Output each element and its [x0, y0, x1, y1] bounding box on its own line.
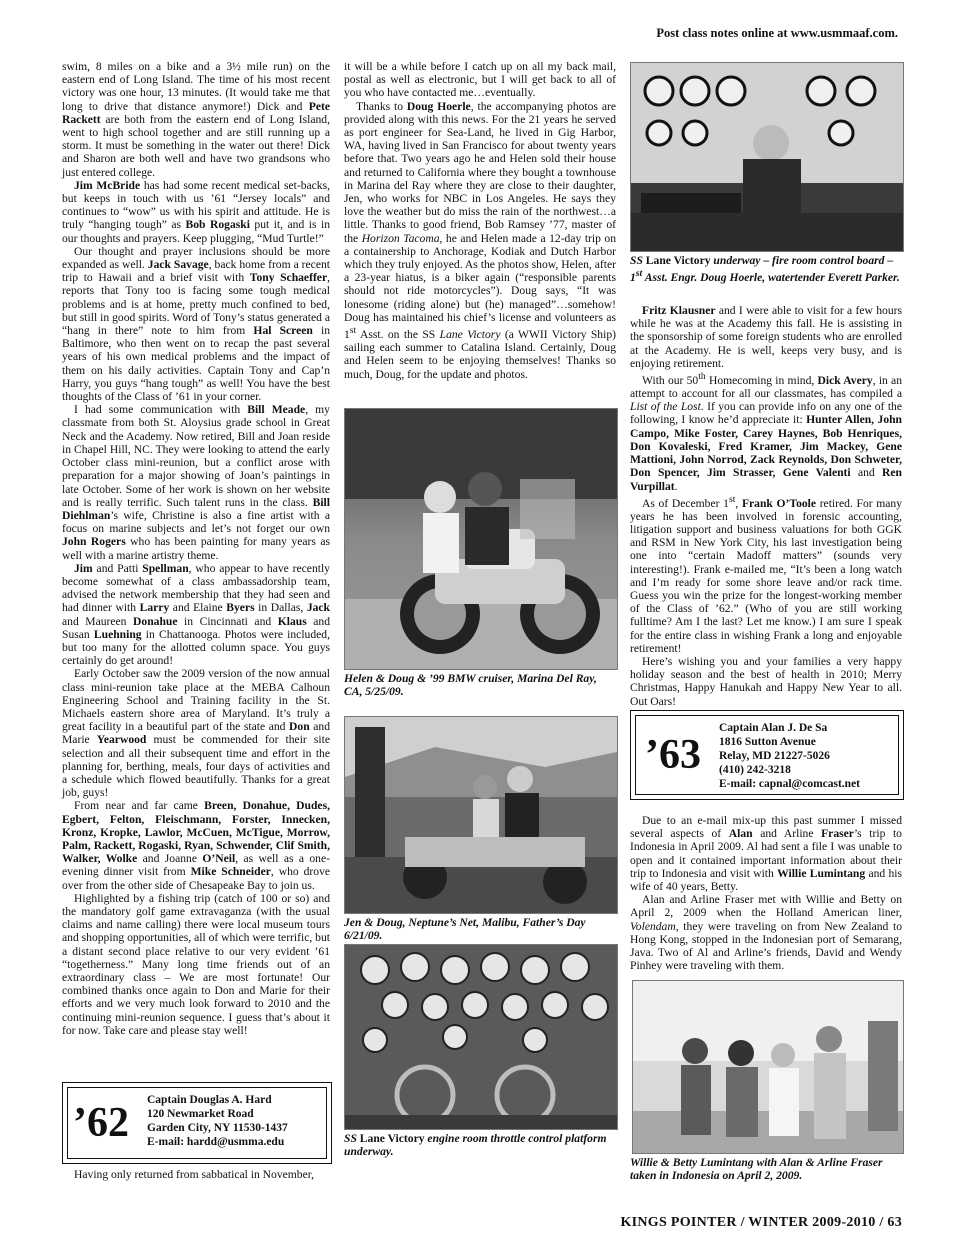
- paragraph: From near and far came Breen, Donahue, Dudes, Egbert, Felton, Fleischmann, Forster, Innecken, Kronz, Kropke, Lawlor, McCuen, McTigue, Morrow, Palm, Rackett, Rogaski, Ryan, Schwender, Clif Smith, Walker, Wolke and Joanne O’Neil, as well as a one-evening dinner visit from Mike Schneider, who drove over from the other side of Chesapeake Bay to join us.: [62, 799, 331, 892]
- column-3: [630, 304, 902, 708]
- paragraph: As of December 1st, Frank O’Toole retired. For many years he has been involved in forensic accounting, litigation support and business valuations for both GGK and RSM in New York City, his last investigation being one into “certain Madoff matters” (sounds very interesting!). Frank e-mailed me, “It’s been a long watch and I’m ready for some shore leave and/or rack time. Guess you win the prize for the longest-working member of the Class of ’62.” (Who of you are still working fulltime? Am I the last? Let me know.) I am sure I speak for the entire class in wishing Frank a long and enjoyable retirement!: [630, 493, 903, 655]
- column-2: [344, 60, 616, 381]
- photo-caption: Willie & Betty Lumintang with Alan & Arline Fraser taken in Indonesia on April 2, 2009.: [630, 1156, 883, 1182]
- class-secretary-address: Captain Douglas A. Hard 120 Newmarket Road Garden City, NY 11530-1437 E-mail: hardd@usmma.edu: [147, 1094, 288, 1148]
- page-footer: KINGS POINTER / WINTER 2009-2010 / 63: [620, 1215, 902, 1230]
- photo-fire-room-control-board: [630, 62, 904, 252]
- paragraph: it will be a while before I catch up on all my back mail, postal as well as electronic, but I will get back to all of you who have contacted me…eventually.: [344, 60, 616, 100]
- column-1: [62, 60, 330, 1037]
- class-63-contact-box: [630, 710, 904, 800]
- photo-caption: Jen & Doug, Neptune’s Net, Malibu, Father’s Day 6/21/09.: [344, 916, 586, 942]
- class-year: ’62: [73, 1100, 129, 1146]
- paragraph: Jim and Patti Spellman, who appear to have recently become somewhat of a class ambassadorship team, advised the network membership that they had seen and had dinner with Larry and Elaine Byers in Dallas, Jack and Maureen Donahue in Cincinnati and Klaus and Susan Luehning in Chattanooga. Photos were included, but too many for the allotted column space. You guys certainly do get around!: [62, 561, 330, 668]
- photo-helen-doug-motorcycle: [344, 408, 618, 670]
- paragraph: Our thought and prayer inclusions should be more expanded as well. Jack Savage, back home from a recent trip to Hawaii and a brief visit with Tony Schaeffer, reports that Tony too is facing some tough medical problems and is at home, pretty much confined to bed, but still in good spirits. Word of Tony’s status generated a “hang in there” note to him from Hal Screen in Baltimore, who then went on to recap the past several years of his own medical problems and the impact of them on his daily activities. Captain Tony and Cap’n Harry, you guys “hang tough” as well! You have the best thoughts of the Class of ’61 in your corner.: [62, 244, 330, 404]
- paragraph: Due to an e-mail mix-up this past summer I missed several aspects of Alan and Arline Fraser’s trip to Indonesia in April 2009. Al had sent a file I was unable to open and it contained important information about their trip to Indonesia and visit with Willie Lumintang and his wife of 40 years, Betty.: [630, 814, 902, 894]
- paragraph: With our 50th Homecoming in mind, Dick Avery, in an attempt to account for all our classmates, has compiled a List of the Lost. If you can provide info on any one of the following, I know he’d appreciate it: Hunter Allen, John Campo, Mike Foster, Carey Haynes, Bob Henriques, Don Kovaleski, Fred Kramer, Jim Mackey, Gene Mattioni, John Norrod, Zack Reynolds, Don Schweter, Don Spencer, Jim Strasser, Gene Valenti and Ren Vurpillat.: [630, 371, 903, 493]
- paragraph: I had some communication with Bill Meade, my classmate from both St. Aloysius grade school in Great Neck and the Academy. Now retired, Bill and Joan reside in Chapel Hill, NC. They were looking to attend the early October class mini-reunion, but a conflict arose with preparation for a major showing of Joan’s paintings in late October. Some of her work is shown on her website and is really terrific. Such talent runs in the class. Bill Diehlman’s wife, Christine is also a fine artist with a focus on marine subjects and let’s not forget our own John Rogers who has been painting for many years as well with a marine artistry theme.: [62, 403, 330, 562]
- motorcycle-photo-image: [345, 409, 617, 669]
- paragraph: swim, 8 miles on a bike and a 3½ mile run) on the eastern end of Long Island. The time of his most recent victory was one hour, 13 minutes. (It would take me that long to drive that distance anymore!) Dick and Pete Rackett are both from the eastern end of Long Island, went to high school together and are still running up a storm. It must be something in the water out there! Dick and Sharon are both well and have two grandsons who just entered college.: [62, 60, 330, 179]
- photo-caption: Helen & Doug & ’99 BMW cruiser, Marina Del Ray, CA, 5/25/09.: [344, 672, 597, 698]
- class-secretary-address: Captain Alan J. De Sa 1816 Sutton Avenue Relay, MD 21227-5026 (410) 242-3218 E-mail: capnal@comcast.net: [719, 722, 861, 790]
- photo-jen-doug-neptunes-net: [344, 716, 618, 914]
- paragraph: Having only returned from sabbatical in November,: [74, 1168, 315, 1181]
- class-62-contact-box: [62, 1082, 332, 1164]
- column-1-continued: [62, 1168, 330, 1181]
- page-header: Post class notes online at www.usmmaaf.com.: [656, 26, 898, 40]
- photo-engine-room-throttle: [344, 944, 618, 1130]
- photo-caption: SS Lane Victory engine room throttle control platform underway.: [344, 1132, 607, 1158]
- paragraph: Early October saw the 2009 version of the now annual class mini-reunion take place at the MEBA Calhoun Engineering School and Training facility in the St. Michaels eastern shore area of Maryland. It’s truly a great facility in a beautiful part of the state and Don and Marie Yearwood must be commended for their site selection and all their subsequent time and effort in the planning for, berthing, meals, four days of activities and a schedule which flowed beautifully. Thanks for a great job, guys!: [62, 667, 330, 800]
- paragraph: Alan and Arline Fraser met with Willie and Betty on April 2, 2009 when the Holland American liner, Volendam, they were traveling on from New Zealand to Hong Kong, stopped in the Indonesian port of Semarang, Java. Two of Al and Arline’s friends, David and Wendy Pinhey were traveling with them.: [630, 893, 902, 973]
- group-photo-image: [633, 981, 903, 1153]
- restaurant-photo-image: [345, 717, 617, 913]
- class-year: ’63: [645, 732, 701, 778]
- paragraph: Here’s wishing you and your families a very happy holiday season and the best of health in 2010; Merry Christmas, Happy Hanukah and Happy New Year to all. Out Oars!: [630, 655, 902, 708]
- engine-room-photo-image: [345, 945, 617, 1129]
- control-board-photo-image: [631, 63, 903, 251]
- paragraph: Highlighted by a fishing trip (catch of 100 or so) and the mandatory golf game extravaganza (with the usual claims and name calling) there were local museum tours and shopping opportunities, all of which were terrific, but a distant second place relative to our very evident ’61 “togetherness.” Many long time friends out of an extraordinary class – We are most fortunate! Our combined thanks once again to Don and Marie for their efforts and we very much look forward to 2010 and the continuing mini-reunion sequence. I guess that’s about it for now. Take care and please stay well!: [62, 891, 330, 1037]
- paragraph: Thanks to Doug Hoerle, the accompanying photos are provided along with this news. For the 21 years he served as port engineer for Sea-Land, he lived in Gig Harbor, WA, having lived in San Francisco for about twenty years before that. Two years ago he and Helen sold their house and returned to California where they bought a townhouse in Marina del Ray where they are close to their daughter, Jen, who works for NBC in Los Angeles. He says they love the weather but do miss the rain of the northwest…a little. Thanks to good friend, Bob Ramsey ’77, master of the Horizon Tacoma, he and Helen made a 12-day trip on a containership to Anchorage, Kodiak and Dutch Harbor which they truly enjoyed. As the photos show, Helen, after a 23-year hiatus, is a biker again (“responsible parents should not ride motorcycles”). Doug says, “It was lonesome (riding alone) but (he) managed”…somehow! Doug has maintained his chief’s license and volunteers as 1st Asst. on the SS Lane Victory (a WWII Victory Ship) sailing each summer to Catalina Island. Certainly, Doug and Helen seem to be enjoying themselves! Thanks so much, Doug, for the update and photos.: [344, 99, 617, 381]
- photo-caption: SS Lane Victory underway – fire room control board – 1st Asst. Engr. Doug Hoerle, watertender Everett Parker.: [630, 254, 900, 284]
- column-3-continued: [630, 814, 902, 972]
- photo-lumintang-fraser-indonesia: [632, 980, 904, 1154]
- paragraph: Fritz Klausner and I were able to visit for a few hours while he was at the Academy this fall. He is assisting in the sponsorship of some foreign students who are enrolled at the Academy. He is well, keeps very busy, and is enjoying retirement.: [630, 304, 902, 370]
- paragraph: Jim McBride has had some recent medical set-backs, but keeps in touch with us ’61 “Jersey locals” and continues to “wow” us with his spirit and attitude. He is truly “hanging tough” as Bob Rogaski put it, and is in our thoughts and prayers. Keep plugging, “Mud Turtle!”: [62, 178, 331, 245]
